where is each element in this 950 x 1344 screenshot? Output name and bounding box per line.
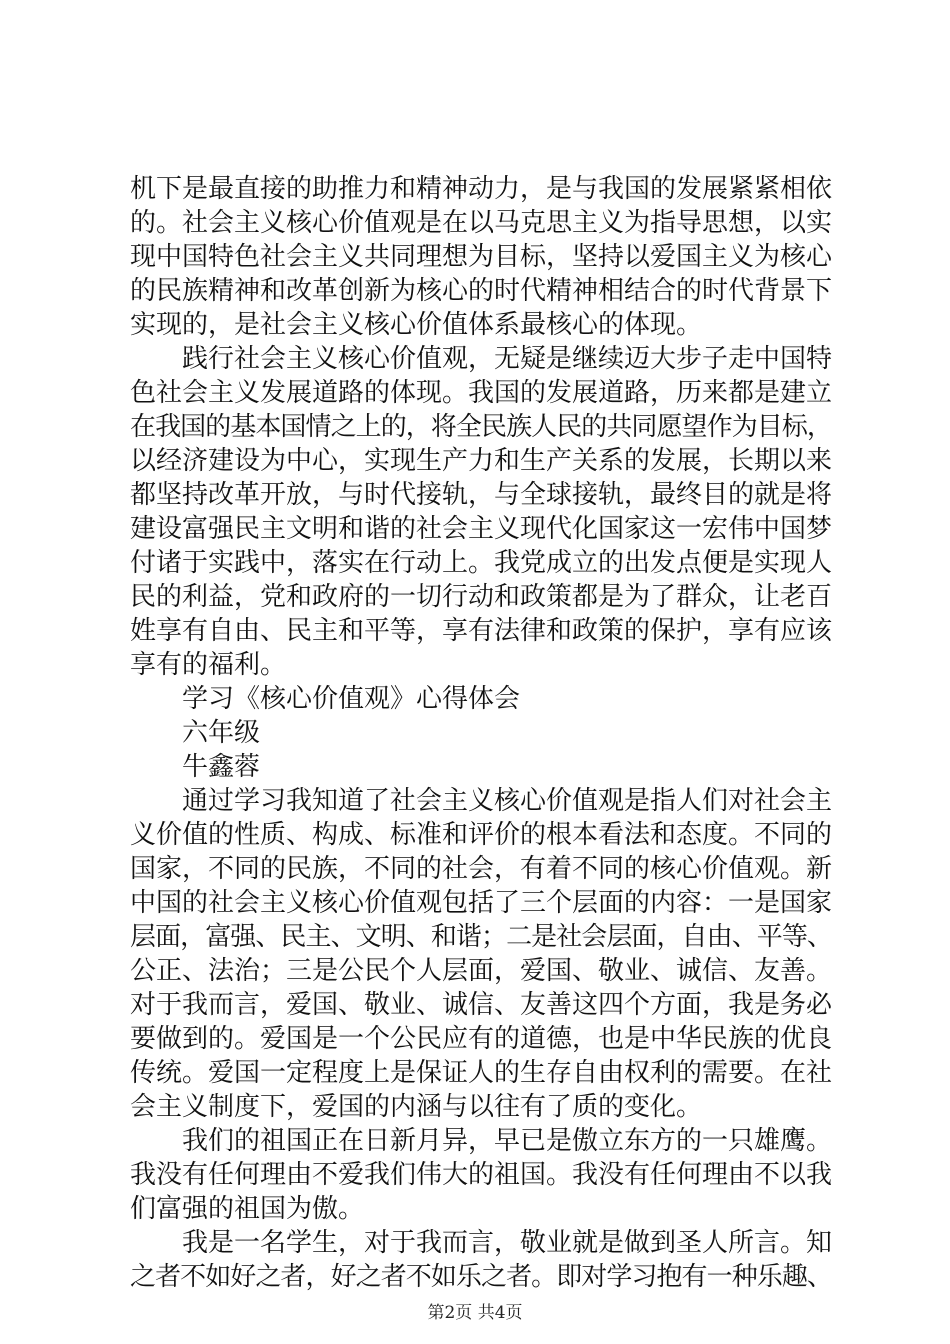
text-line: 以经济建设为中心，实现生产力和生产关系的发展，长期以来 [130, 446, 832, 476]
text-line: 建设富强民主文明和谐的社会主义现代化国家这一宏伟中国梦 [130, 514, 832, 544]
text-line: 之者不如好之者，好之者不如乐之者。即对学习抱有一种乐趣、 [130, 1262, 832, 1292]
page-footer [0, 1303, 950, 1323]
text-line: 现中国特色社会主义共同理想为目标，坚持以爱国主义为核心 [130, 242, 832, 272]
text-line: 的民族精神和改革创新为核心的时代精神相结合的时代背景下 [130, 276, 832, 306]
text-line: 在我国的基本国情之上的，将全民族人民的共同愿望作为目标， [130, 412, 832, 442]
text-line: 六年级 [182, 718, 261, 748]
text-line: 色社会主义发展道路的体现。我国的发展道路，历来都是建立 [130, 378, 832, 408]
text-line: 牛鑫蓉 [182, 752, 261, 782]
text-line: 学习《核心价值观》心得体会 [182, 684, 521, 714]
text-line: 享有的福利。 [130, 650, 287, 680]
document-body [130, 172, 832, 1294]
text-line: 民的利益，党和政府的一切行动和政策都是为了群众，让老百 [130, 582, 832, 612]
text-line: 姓享有自由、民主和平等，享有法律和政策的保护，享有应该 [130, 616, 832, 646]
text-line: 机下是最直接的助推力和精神动力，是与我国的发展紧紧相依 [130, 174, 832, 204]
text-line: 实现的，是社会主义核心价值体系最核心的体现。 [130, 310, 703, 340]
text-line: 对于我而言，爱国、敬业、诚信、友善这四个方面，我是务必 [130, 990, 832, 1020]
text-line: 会主义制度下，爱国的内涵与以往有了质的变化。 [130, 1092, 703, 1122]
text-line: 传统。爱国一定程度上是保证人的生存自由权利的需要。在社 [130, 1058, 832, 1088]
text-line: 都坚持改革开放，与时代接轨，与全球接轨，最终目的就是将 [130, 480, 832, 510]
text-line: 我们的祖国正在日新月异，早已是傲立东方的一只雄鹰。 [182, 1126, 832, 1156]
text-line: 国家，不同的民族，不同的社会，有着不同的核心价值观。新 [130, 854, 832, 884]
text-line: 中国的社会主义核心价值观包括了三个层面的内容：一是国家 [130, 888, 832, 918]
text-line: 践行社会主义核心价值观，无疑是继续迈大步子走中国特 [182, 344, 832, 374]
text-line: 公正、法治；三是公民个人层面，爱国、敬业、诚信、友善。 [130, 956, 832, 986]
text-line: 通过学习我知道了社会主义核心价值观是指人们对社会主 [182, 786, 832, 816]
text-line: 我是一名学生，对于我而言，敬业就是做到圣人所言。知 [182, 1228, 832, 1258]
text-line: 的。社会主义核心价值观是在以马克思主义为指导思想，以实 [130, 208, 832, 238]
text-line: 要做到的。爱国是一个公民应有的道德，也是中华民族的优良 [130, 1024, 832, 1054]
page-number: 第2页 共4页 [427, 1303, 523, 1323]
text-line: 们富强的祖国为傲。 [130, 1194, 365, 1224]
text-line: 付诸于实践中，落实在行动上。我党成立的出发点便是实现人 [130, 548, 832, 578]
text-line: 义价值的性质、构成、标准和评价的根本看法和态度。不同的 [130, 820, 832, 850]
text-line: 我没有任何理由不爱我们伟大的祖国。我没有任何理由不以我 [130, 1160, 832, 1190]
text-line: 层面，富强、民主、文明、和谐；二是社会层面，自由、平等、 [130, 922, 832, 952]
